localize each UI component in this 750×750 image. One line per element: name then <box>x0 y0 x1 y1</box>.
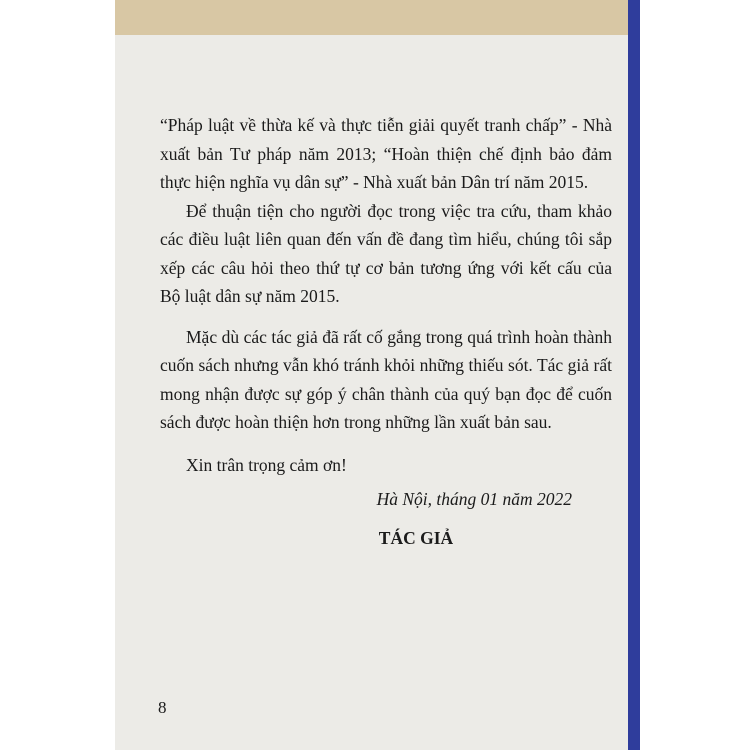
background-right <box>640 0 750 750</box>
thanks-line: Xin trân trọng cảm ơn! <box>186 454 347 475</box>
place-date: Hà Nội, tháng 01 năm 2022 <box>376 489 572 509</box>
background-left <box>0 0 115 750</box>
page-number: 8 <box>158 698 167 717</box>
book-cover-edge <box>628 0 640 750</box>
paragraph-2: Để thuận tiện cho người đọc trong việc tra cứu, tham khảo các điều luật liên quan đến vấn đề đang tìm hiểu, chúng tôi sắp xếp các câu hỏi theo thứ tự cơ bản tương ứng với kết cấu của Bộ luật dân sự năm 2015. <box>160 200 612 306</box>
author-signature: TÁC GIẢ <box>378 527 454 548</box>
page-top-edge <box>115 0 635 35</box>
page-body <box>160 111 612 552</box>
paragraph-3: Mặc dù các tác giả đã rất cố gắng trong quá trình hoàn thành cuốn sách nhưng vẫn khó tránh khỏi những thiếu sót. Tác giả rất mong nhận được sự góp ý chân thành của quý bạn đọc để cuốn sách được hoàn thiện hơn trong những lần xuất bản sau. <box>160 326 612 432</box>
paragraph-1: “Pháp luật về thừa kế và thực tiễn giải quyết tranh chấp” - Nhà xuất bản Tư pháp năm 2013; “Hoàn thiện chế định bảo đảm thực hiện nghĩa vụ dân sự” - Nhà xuất bản Dân trí năm 2015. <box>160 115 612 192</box>
